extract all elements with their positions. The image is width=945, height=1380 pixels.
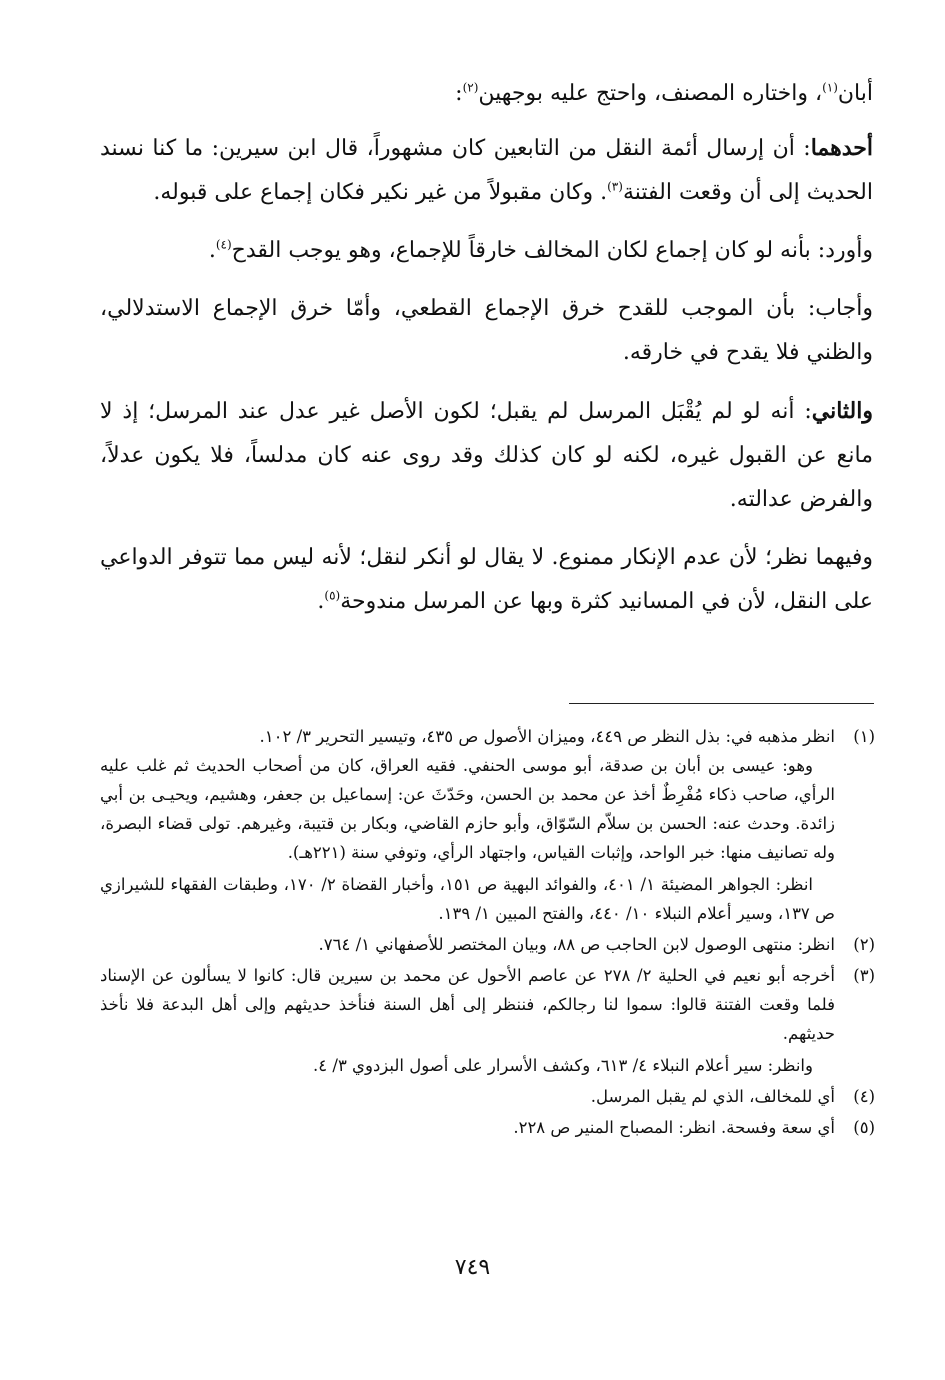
paragraph-5: [100, 389, 873, 522]
footnote-para: انظر مذهبه في: بذل النظر ص ٤٤٩، وميزان الأصول ص ٤٣٥، وتيسير التحرير ٣/ ١٠٢.: [259, 727, 835, 746]
footnote-para: وهو: عيسى بن أبان بن صدقة، أبو موسى الحنفي. فقيه العراق، كان من أصحاب الحديث ثم غلب عليه الرأي، صاحب ذكاء مُفْرِطٌ أخذ عن محمد بن الحسن، وحَدّثَ عن: إسماعيل بن جعفر، وهشيم، ويحيـى بن أبي زائدة. وحدث عنه: الحسن بن سلاّم السّوّاق، وأبو حازم القاضي، وبكار بن قتيبة، وغيرهم. تولى قضاء البصرة، وله تصانيف منها: خبر الواحد، وإثبات القياس، واجتهاد الرأي، وتوفي سنة (٢٢١هـ).: [100, 756, 835, 862]
footnote-1: [100, 722, 875, 928]
footnote-para: انظر: الجواهر المضيئة ١/ ٤٠١، والفوائد البهية ص ١٥١، وأخبار القضاة ٢/ ١٧٠، وطبقات الفقهاء للشيرازي ص ١٣٧، وسير أعلام النبلاء ١٠/ ٤٤٠، والفتح المبين ١/ ١٣٩.: [100, 875, 835, 923]
footnote-number: (٢): [853, 935, 875, 954]
footnote-body: [100, 1113, 835, 1142]
footnote-number: (٣): [853, 966, 875, 985]
footnote-ref-4[interactable]: (٤): [215, 237, 232, 252]
footnote-number: (٤): [853, 1087, 875, 1106]
footnote-ref-5[interactable]: (٥): [324, 588, 341, 603]
heading-second: والثاني: [811, 398, 873, 424]
paragraph-4: وأجاب: بأن الموجب للقدح خرق الإجماع القطعي، وأمّا خرق الإجماع الاستدلالي، والظني فلا يقدح في خارقه.: [100, 296, 873, 365]
paragraph-1: [100, 72, 873, 116]
text-run: :: [455, 81, 463, 106]
page-number: ٧٤٩: [454, 1255, 491, 1280]
text-run: .: [317, 589, 325, 614]
footnote-number: (٥): [853, 1118, 875, 1137]
footnote-3: [100, 961, 875, 1080]
text-run: أبان: [837, 81, 873, 106]
heading-first: أحدهما: [810, 135, 873, 161]
footnotes: [100, 722, 875, 1142]
footnote-ref-1[interactable]: (١): [822, 80, 838, 95]
paragraph-6: [100, 536, 873, 624]
footnote-4: [100, 1082, 875, 1111]
footnote-body: [100, 1082, 835, 1111]
footnote-para: انظر: منتهى الوصول لابن الحاجب ص ٨٨، وبيان المختصر للأصفهاني ١/ ٧٦٤.: [318, 935, 835, 954]
footnote-body: [100, 722, 835, 928]
footnote-body: [100, 930, 835, 959]
text-run: وفيهما نظر؛ لأن عدم الإنكار ممنوع. لا يقال لو أنكر لنقل؛ لأنه ليس مما تتوفر الدواعي على النقل، لأن في المسانيد كثرة وبها عن المرسل مندوحة: [100, 545, 873, 614]
text-run: . وكان مقبولاً من غير نكير فكان إجماع على قبوله.: [153, 180, 608, 205]
text-run: : أن إرسال أئمة النقل من التابعين كان مشهوراً، قال ابن سيرين: ما كنا نسند الحديث إلى أن وقعت الفتنة: [100, 136, 873, 205]
footnote-para: وانظر: سير أعلام النبلاء ٤/ ٦١٣، وكشف الأسرار على أصول البزدوي ٣/ ٤.: [313, 1056, 813, 1075]
text-run: .: [208, 238, 216, 263]
text-run: ، واختاره المصنف، واحتج عليه بوجهين: [478, 81, 823, 106]
footnote-divider: [569, 703, 874, 704]
footnote-para: أي للمخالف، الذي لم يقبل المرسل.: [590, 1087, 835, 1106]
footnote-ref-3[interactable]: (٣): [607, 179, 623, 194]
paragraph-2: [100, 126, 873, 215]
footnote-para: أخرجه أبو نعيم في الحلية ٢/ ٢٧٨ عن عاصم الأحول عن محمد بن سيرين قال: كانوا لا يسألون عن الإسناد فلما وقعت الفتنة قالوا: سموا لنا رجالكم، فننظر إلى أهل السنة فنأخذ حديثهم وإلى أهل البدعة فلا نأخذ حديثهم.: [100, 966, 836, 1043]
text-run: : أنه لو لم يُقْبَل المرسل لم يقبل؛ لكون الأصل غير عدل عند المرسل؛ إذ لا مانع عن القبول غيره، لكنه لو كان كذلك وقد روى عنه كان مدلساً، فلا يكون عدلاً، والفرض عدالته.: [100, 399, 873, 512]
footnote-2: [100, 930, 875, 959]
footnote-ref-2[interactable]: (٢): [462, 80, 479, 95]
footnote-para: أي سعة وفسحة. انظر: المصباح المنير ص ٢٢٨.: [513, 1118, 835, 1137]
paragraph-3: [100, 229, 873, 273]
text-run: وأورد: بأنه لو كان إجماع لكان المخالف خارقاً للإجماع، وهو يوجب القدح: [231, 238, 873, 263]
footnote-5: [100, 1113, 875, 1142]
main-text: [100, 72, 873, 638]
footnote-number: (١): [853, 727, 875, 746]
footnote-body: [100, 961, 835, 1080]
